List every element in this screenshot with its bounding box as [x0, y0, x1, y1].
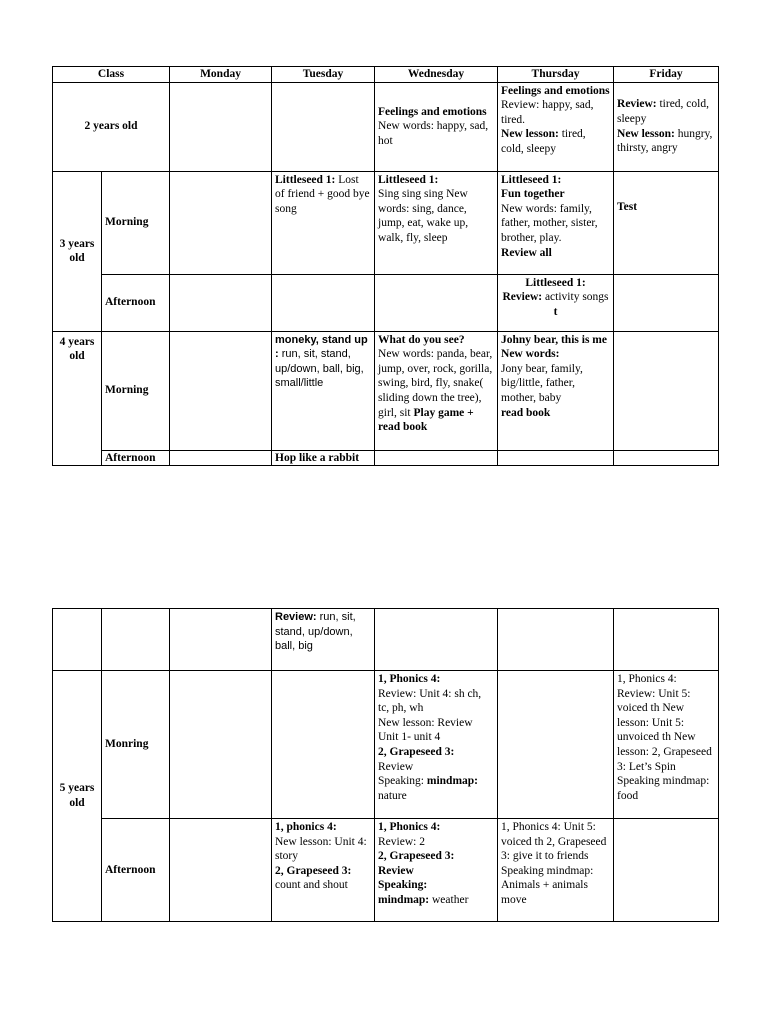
class-2-years: 2 years old [53, 82, 170, 171]
header-tuesday: Tuesday [272, 67, 375, 83]
row-3-years-morning [53, 171, 719, 274]
lesson-extra: read book [501, 406, 551, 419]
lesson-line: 2, Grapeseed 3: [378, 850, 455, 863]
cell-5y-mor-tue [272, 671, 375, 819]
lesson-line: New lesson: Review Unit 1- unit 4 [378, 716, 473, 744]
lesson-line: 1, phonics 4: [275, 821, 337, 833]
class-3-years: 3 years old [53, 171, 102, 331]
cell-4y-aft-mon [170, 450, 272, 466]
review-label: Review: [502, 291, 543, 304]
lesson-extra: Review all [501, 246, 552, 259]
cell-3y-mor-wed [375, 171, 498, 274]
schedule-table-bottom [52, 608, 719, 922]
cell-3y-aft-wed [375, 274, 498, 331]
lesson-title: Littleseed 1: [275, 173, 336, 186]
cell-3y-mor-thu [498, 171, 614, 274]
header-friday: Friday [614, 67, 719, 83]
lesson-subtitle: Fun together [501, 188, 565, 201]
cell-2y-fri [614, 82, 719, 171]
review-text: happy, sad, tired. [501, 99, 594, 126]
lesson-title: Feelings and emotions [501, 84, 610, 97]
lesson-title: Littleseed 1: [525, 276, 586, 289]
review-label: Review: [501, 99, 540, 112]
cell-3y-aft-fri [614, 274, 719, 331]
cell-3y-mor-mon [170, 171, 272, 274]
cell-5y-mor-wed [375, 671, 498, 819]
row-5-years-morning [53, 671, 719, 819]
lesson-text: New words: family, father, mother, sister, brother, play. [501, 202, 598, 244]
new-lesson-text: tired, cold, sleepy [501, 128, 586, 155]
cell-4y-aft-thu [498, 450, 614, 466]
cell-3y-aft-mon [170, 274, 272, 331]
cell-5y-aft-fri [614, 819, 719, 922]
session-morning: Monring [102, 671, 170, 819]
mindmap-label: mindmap: [426, 775, 478, 788]
cell-cont-tue [272, 609, 375, 671]
header-thursday: Thursday [498, 67, 614, 83]
mindmap-label: mindmap: [378, 893, 430, 906]
lesson-line: 2, Grapeseed 3: [275, 864, 352, 877]
session-afternoon: Afternoon [102, 450, 170, 466]
header-class: Class [53, 67, 170, 83]
cell-3y-mor-tue [272, 171, 375, 274]
lesson-title: Johny bear, this is me [501, 333, 607, 346]
mindmap-topic: nature [378, 789, 407, 802]
row-2-years [53, 82, 719, 171]
lesson-line: 1, Phonics 4: [378, 821, 441, 833]
review-text: run, sit, stand, up/down, ball, big [275, 611, 356, 653]
cell-4y-mor-tue [272, 331, 375, 450]
lesson-title: What do you see? [378, 333, 465, 346]
lesson-line: New lesson: Unit 4: story [275, 835, 367, 863]
lesson-line: Review [378, 760, 414, 773]
cell-5y-aft-thu [498, 819, 614, 922]
cell-3y-mor-fri [614, 171, 719, 274]
cell-5y-mor-mon [170, 671, 272, 819]
cell-5y-aft-wed [375, 819, 498, 922]
cell-5y-mor-fri [614, 671, 719, 819]
session-afternoon: Afternoon [102, 274, 170, 331]
cell-4y-aft-tue: Hop like a rabbit [272, 450, 375, 466]
speaking-label: Speaking: [378, 775, 424, 788]
lesson-text: 1, Phonics 4: Review: Unit 5: voiced th New lesson: Unit 5: unvoiced th New lesson: 2, Grapeseed 3: Let’s Spin Speaking mindmap: food [617, 673, 712, 802]
schedule-table-top [52, 66, 719, 466]
row-4-years-afternoon [53, 450, 719, 466]
session-morning: Morning [102, 331, 170, 450]
lesson-text: New words: panda, bear, jump, over, rock, gorilla, swing, bird, fly, snake( sliding down the tree), girl, sit [378, 348, 493, 419]
cell-cont-mon [170, 609, 272, 671]
new-words-label: New words: [501, 348, 560, 361]
header-row [53, 67, 719, 83]
cell-cont-fri [614, 609, 719, 671]
lesson-title: Feelings and emotions [378, 105, 487, 118]
review-text: activity songs [544, 291, 609, 304]
lesson-text: 1, Phonics 4: Unit 5: voiced th 2, Grapeseed 3: give it to friends Speaking mindmap: Animals + animals move [501, 821, 607, 906]
lesson-text: Sing sing sing New words: sing, dance, jump, eat, wake up, walk, fly, sleep [378, 188, 469, 244]
test-label: Test [617, 200, 638, 213]
review-label: Review: [617, 98, 657, 111]
new-lesson-label: New lesson: [617, 127, 675, 140]
lesson-text: Lost of friend + good bye song [275, 173, 370, 215]
cell-2y-tue [272, 82, 375, 171]
session-afternoon: Afternoon [102, 819, 170, 922]
review-tail: t [553, 305, 558, 318]
lesson-title: Littleseed 1: [378, 173, 439, 186]
cell-4y-mor-fri [614, 331, 719, 450]
review-text: tired, cold, sleepy [617, 98, 709, 125]
cell-4y-aft-fri [614, 450, 719, 466]
lesson-line: Review: 2 [378, 835, 425, 848]
lesson-title: Littleseed 1: [501, 173, 562, 186]
lesson-line: 1, Phonics 4: [378, 673, 441, 685]
class-4-years: 4 years old [53, 331, 102, 466]
new-lesson-label: New lesson: [501, 128, 559, 141]
cell-4y-mor-thu [498, 331, 614, 450]
session-morning: Morning [102, 171, 170, 274]
row-4-years-morning [53, 331, 719, 450]
cell-5y-mor-thu [498, 671, 614, 819]
cell-2y-thu [498, 82, 614, 171]
cell-cont-session [102, 609, 170, 671]
row-3-years-afternoon [53, 274, 719, 331]
cell-cont-wed [375, 609, 498, 671]
lesson-title: moneky, stand up : [275, 333, 368, 361]
cell-3y-aft-tue [272, 274, 375, 331]
row-5-years-afternoon [53, 819, 719, 922]
lesson-line: Review: Unit 4: sh ch, tc, ph, wh [378, 687, 482, 715]
cell-4y-mor-mon [170, 331, 272, 450]
cell-5y-aft-mon [170, 819, 272, 922]
lesson-text: run, sit, stand, up/down, ball, big, small/little [275, 348, 364, 390]
cell-4y-aft-wed [375, 450, 498, 466]
lesson-line: count and shout [275, 879, 348, 892]
cell-3y-aft-thu [498, 274, 614, 331]
cell-5y-aft-tue [272, 819, 375, 922]
header-monday: Monday [170, 67, 272, 83]
class-5-years: 5 years old [53, 671, 102, 922]
lesson-text: Jony bear, family, big/little, father, mother, baby [501, 362, 583, 404]
cell-4y-mor-wed [375, 331, 498, 450]
speaking-label: Speaking: [378, 879, 428, 892]
row-continuation [53, 609, 719, 671]
lesson-line: 2, Grapeseed 3: [378, 745, 455, 758]
lesson-line: Review [378, 864, 414, 877]
cell-2y-wed [375, 82, 498, 171]
lesson-extra: Play game + read book [378, 406, 474, 434]
header-wednesday: Wednesday [375, 67, 498, 83]
lesson-text: New words: happy, sad, hot [378, 120, 489, 147]
cell-cont-thu [498, 609, 614, 671]
new-lesson-text: hungry, thirsty, angry [617, 127, 713, 155]
cell-2y-mon [170, 82, 272, 171]
review-label: Review: [275, 611, 317, 623]
mindmap-topic: weather [432, 893, 469, 906]
cell-cont-class [53, 609, 102, 671]
